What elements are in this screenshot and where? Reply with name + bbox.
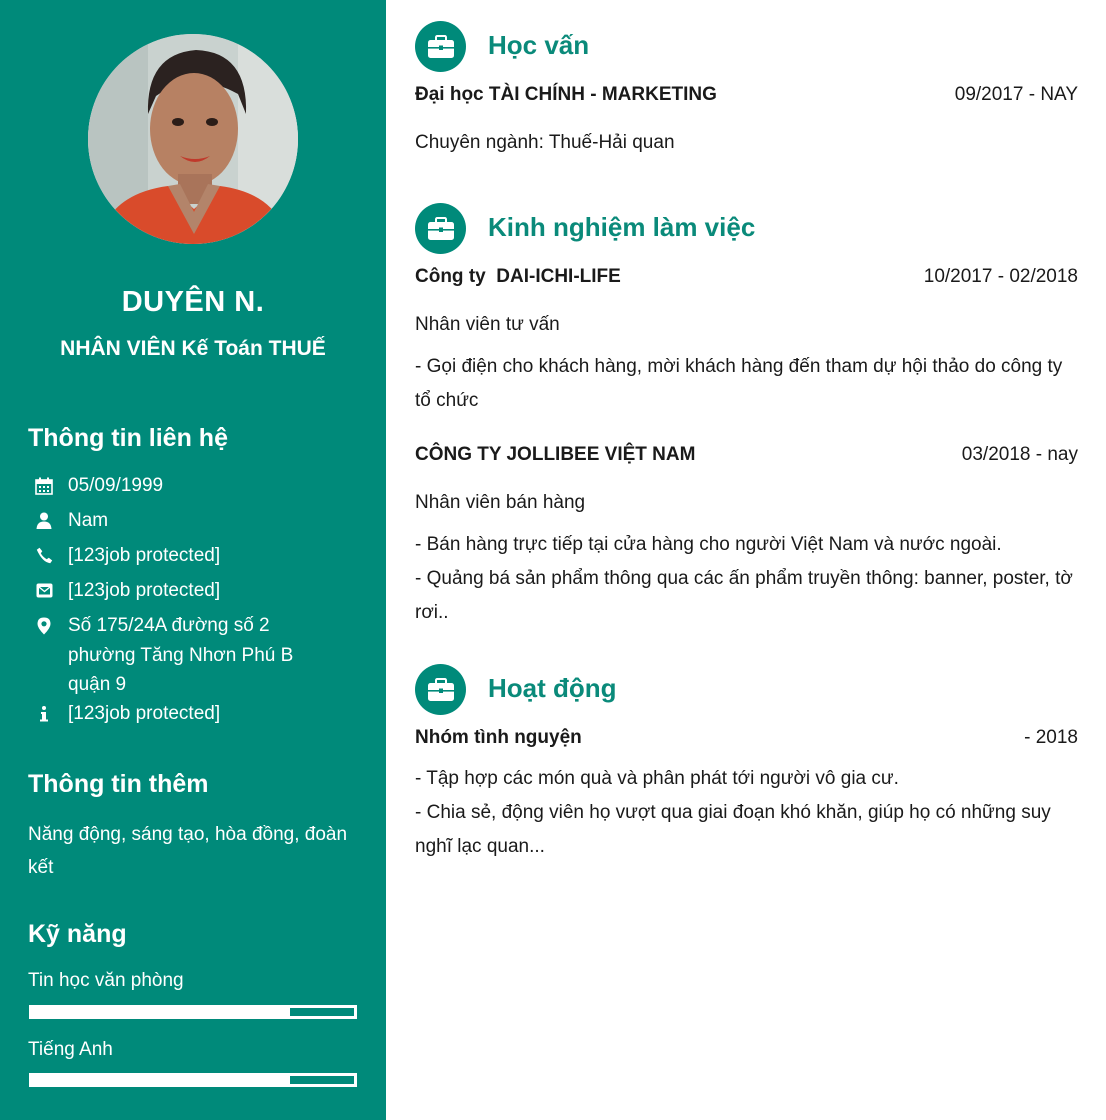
- extra-info-text: Năng động, sáng tạo, hòa đồng, đoàn kết: [28, 824, 348, 878]
- skill-fill: [32, 1008, 290, 1016]
- skill-label: Tin học văn phòng: [28, 970, 184, 991]
- contact-text: [123job protected]: [68, 545, 221, 566]
- calendar-icon: [34, 471, 54, 501]
- contact-text: [123job protected]: [68, 703, 221, 724]
- contact-text: Số 175/24A đường số 2 phường Tăng Nhơn Phú B quận 9: [68, 615, 294, 695]
- education-school: Đại học TÀI CHÍNH - MARKETING: [415, 84, 717, 105]
- education-title: Học vấn: [488, 30, 590, 60]
- activity-group: Nhóm tình nguyện: [415, 727, 582, 748]
- education-entry-header: [415, 84, 1078, 106]
- skill-label: Tiếng Anh: [28, 1039, 113, 1060]
- skill-bar: [29, 1073, 357, 1087]
- avatar: [88, 34, 298, 244]
- briefcase-icon: [415, 203, 466, 254]
- briefcase-icon: [415, 21, 466, 72]
- briefcase-icon: [415, 664, 466, 715]
- candidate-position: NHÂN VIÊN Kế Toán THUẾ: [60, 337, 326, 360]
- contact-birthday: [34, 471, 364, 501]
- skill-bar: [29, 1005, 357, 1019]
- contact-heading: Thông tin liên hệ: [28, 424, 228, 452]
- contact-address: [34, 611, 364, 700]
- experience-company: CÔNG TY JOLLIBEE VIỆT NAM: [415, 444, 696, 465]
- experience-role: Nhân viên tư vấn: [415, 314, 560, 335]
- activity-description: - Tập hợp các món quà và phân phát tới người vô gia cư.: [415, 768, 899, 789]
- experience-date: 10/2017 - 02/2018: [923, 266, 1078, 287]
- experience-company: Công ty DAI-ICHI-LIFE: [415, 266, 621, 287]
- avatar-photo: [88, 34, 298, 244]
- extra-info-heading: Thông tin thêm: [28, 770, 209, 798]
- person-icon: [34, 506, 54, 536]
- experience-entry-header: [415, 266, 1078, 288]
- contact-gender: [34, 506, 364, 536]
- skill-track: [32, 1076, 354, 1084]
- education-major: Chuyên ngành: Thuế-Hải quan: [415, 132, 675, 153]
- experience-entry-header: [415, 444, 1078, 466]
- candidate-name: DUYÊN N.: [121, 286, 265, 318]
- activity-entry-header: [415, 727, 1078, 749]
- info-icon: [34, 699, 54, 729]
- contact-email: [34, 576, 364, 606]
- contact-phone: [34, 541, 364, 571]
- experience-date: 03/2018 - nay: [961, 444, 1078, 465]
- activities-title: Hoạt động: [488, 673, 617, 703]
- experience-description: - Gọi điện cho khách hàng, mời khách hàng đến tham dự hội thảo do công ty tổ chức: [415, 356, 1063, 411]
- contact-text: [123job protected]: [68, 580, 221, 601]
- envelope-icon: [34, 576, 54, 606]
- contact-text: Nam: [68, 510, 109, 531]
- experience-description: - Quảng bá sản phẩm thông qua các ấn phẩm truyền thông: banner, poster, tờ rơi..: [415, 568, 1073, 623]
- phone-icon: [34, 541, 54, 571]
- experience-description: - Bán hàng trực tiếp tại cửa hàng cho người Việt Nam và nước ngoài.: [415, 534, 1002, 555]
- experience-title: Kinh nghiệm làm việc: [488, 212, 756, 242]
- contact-info: [34, 699, 364, 729]
- contact-text: 05/09/1999: [68, 475, 164, 496]
- experience-role: Nhân viên bán hàng: [415, 492, 586, 513]
- education-date: 09/2017 - NAY: [954, 84, 1078, 105]
- activity-date: - 2018: [1024, 727, 1078, 748]
- activity-description: - Chia sẻ, động viên họ vượt qua giai đoạn khó khăn, giúp họ có những suy nghĩ lạc quan...: [415, 802, 1051, 857]
- sidebar: [0, 0, 386, 1120]
- skill-fill: [32, 1076, 290, 1084]
- location-pin-icon: [34, 611, 54, 641]
- skills-heading: Kỹ năng: [28, 920, 127, 948]
- skill-track: [32, 1008, 354, 1016]
